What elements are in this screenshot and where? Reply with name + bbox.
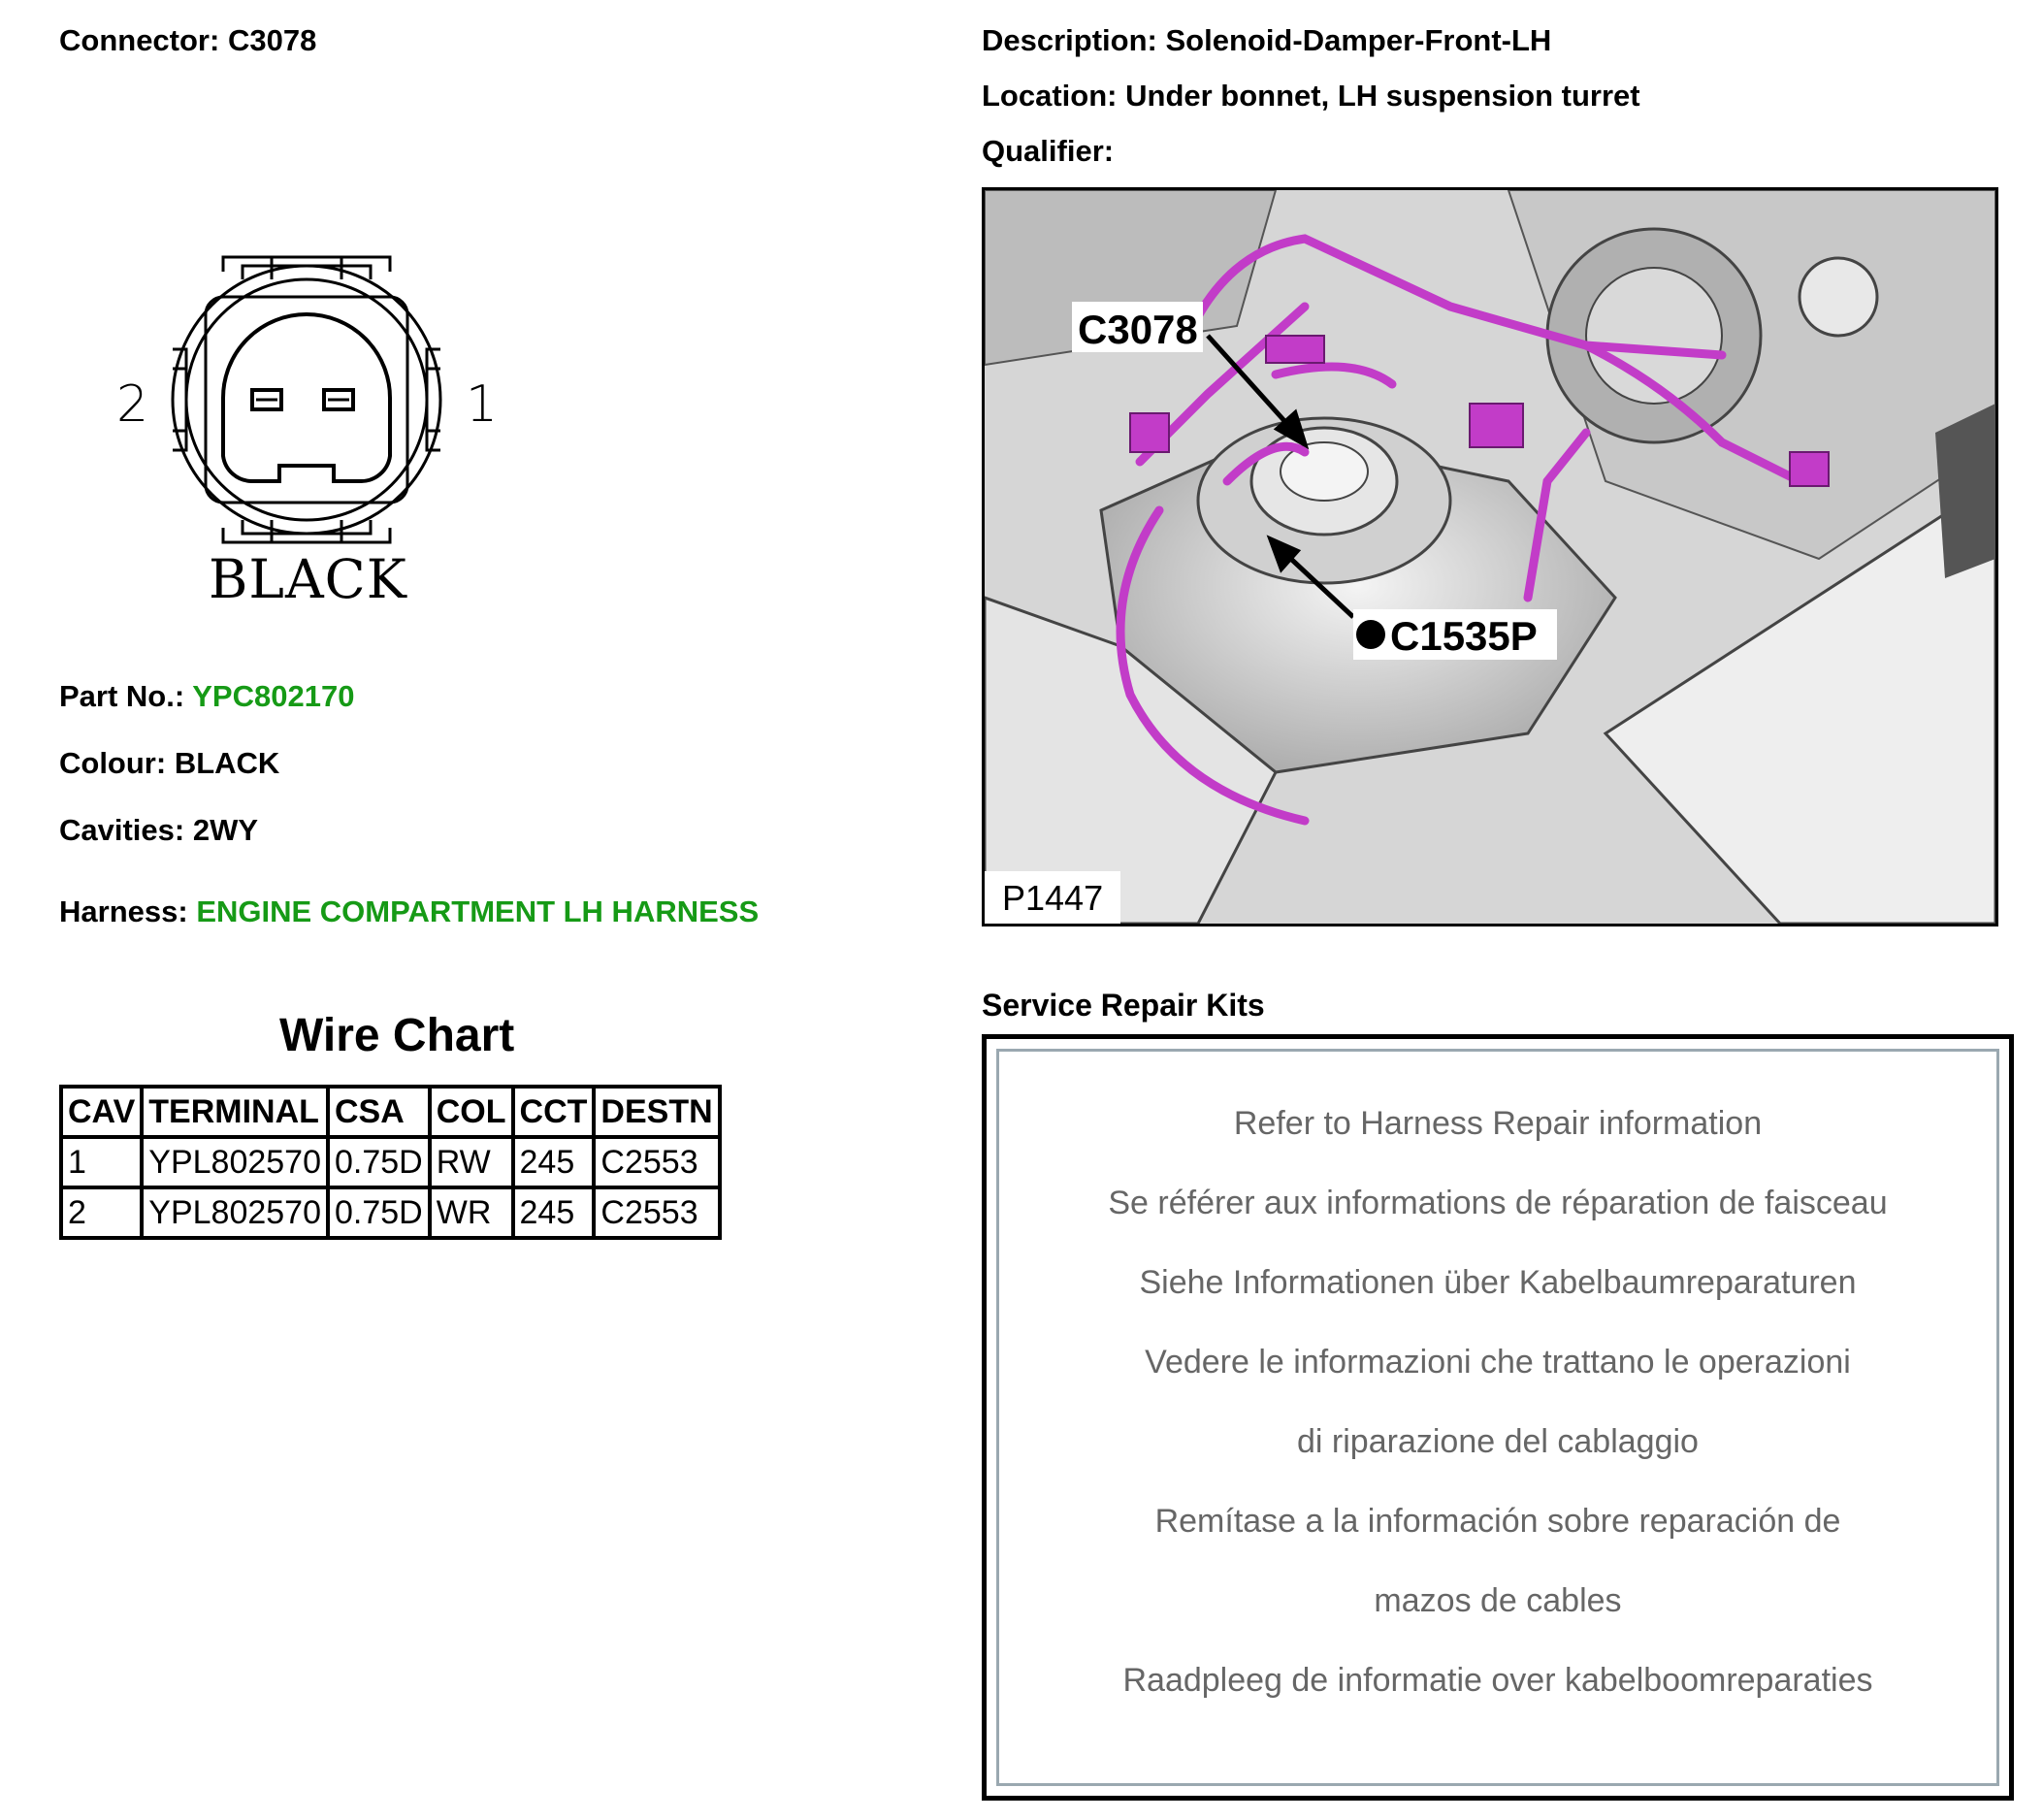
qualifier-label: Qualifier: <box>982 134 1115 168</box>
cell-col: RW <box>430 1137 513 1187</box>
header-cav: CAV <box>61 1087 142 1137</box>
cell-cav: 1 <box>61 1137 142 1187</box>
description-line <box>982 23 1551 58</box>
kit-line-spanish-1: Remítase a la información sobre reparación de <box>1154 1503 1841 1540</box>
harness-line <box>59 894 759 929</box>
colour-value: BLACK <box>174 746 280 780</box>
location-value: Under bonnet, LH suspension turret <box>1125 79 1640 113</box>
table-row <box>61 1187 720 1238</box>
cell-terminal: YPL802570 <box>142 1187 328 1238</box>
service-kits-inner-frame <box>996 1049 1999 1786</box>
cell-destn: C2553 <box>594 1187 719 1238</box>
part-no-value: YPC802170 <box>192 679 355 713</box>
header-col: COL <box>430 1087 513 1137</box>
location-line <box>982 79 1640 114</box>
engine-bay-image <box>985 190 1995 924</box>
cell-cav: 2 <box>61 1187 142 1238</box>
cavities-line <box>59 813 258 848</box>
pin-2-label: 2 <box>116 375 149 434</box>
callout-c1535p: C1535P <box>1390 613 1538 659</box>
harness-value: ENGINE COMPARTMENT LH HARNESS <box>196 894 760 928</box>
cell-csa: 0.75D <box>328 1137 430 1187</box>
header-csa: CSA <box>328 1087 430 1137</box>
connector-label: Connector: <box>59 23 220 57</box>
cell-destn: C2553 <box>594 1137 719 1187</box>
location-illustration <box>982 187 1998 926</box>
ground-marker-icon <box>1356 620 1385 649</box>
service-kits-box <box>982 1034 2014 1801</box>
service-kits-title: Service Repair Kits <box>982 988 1265 1023</box>
kit-line-spanish-2: mazos de cables <box>1374 1582 1622 1619</box>
callout-c3078: C3078 <box>1078 307 1198 352</box>
connector-line <box>59 23 316 58</box>
pin-1-label: 1 <box>466 375 499 434</box>
cavities-label: Cavities: <box>59 813 185 847</box>
part-no-line <box>59 679 354 714</box>
connector-face-icon <box>116 233 524 553</box>
cell-cct: 245 <box>513 1187 595 1238</box>
cell-cct: 245 <box>513 1137 595 1187</box>
wire-chart-title: Wire Chart <box>279 1010 515 1061</box>
kit-line-italian-2: di riparazione del cablaggio <box>1297 1423 1699 1460</box>
kit-line-french: Se référer aux informations de réparation de faisceau <box>1108 1185 1888 1221</box>
description-value: Solenoid-Damper-Front-LH <box>1165 23 1552 57</box>
harness-label: Harness: <box>59 894 188 928</box>
kit-line-german: Siehe Informationen über Kabelbaumreparaturen <box>1139 1264 1857 1301</box>
cell-csa: 0.75D <box>328 1187 430 1238</box>
colour-line <box>59 746 279 781</box>
location-label: Location: <box>982 79 1118 113</box>
connector-colour-caption: BLACK <box>209 548 407 610</box>
cavities-value: 2WY <box>192 813 259 847</box>
colour-label: Colour: <box>59 746 167 780</box>
cell-col: WR <box>430 1187 513 1238</box>
kit-line-italian-1: Vedere le informazioni che trattano le operazioni <box>1145 1344 1851 1381</box>
header-destn: DESTN <box>594 1087 719 1137</box>
part-no-label: Part No.: <box>59 679 185 713</box>
connector-value: C3078 <box>227 23 317 57</box>
qualifier-line <box>982 134 1114 169</box>
kit-line-english: Refer to Harness Repair information <box>1233 1105 1763 1142</box>
photo-reference: P1447 <box>1002 878 1104 918</box>
header-terminal: TERMINAL <box>142 1087 328 1137</box>
table-row <box>61 1137 720 1187</box>
wire-chart-table <box>59 1085 722 1240</box>
kit-line-dutch: Raadpleeg de informatie over kabelboomreparaties <box>1122 1662 1873 1699</box>
description-label: Description: <box>982 23 1157 57</box>
cell-terminal: YPL802570 <box>142 1137 328 1187</box>
wire-chart-header-row <box>61 1087 720 1137</box>
header-cct: CCT <box>513 1087 595 1137</box>
